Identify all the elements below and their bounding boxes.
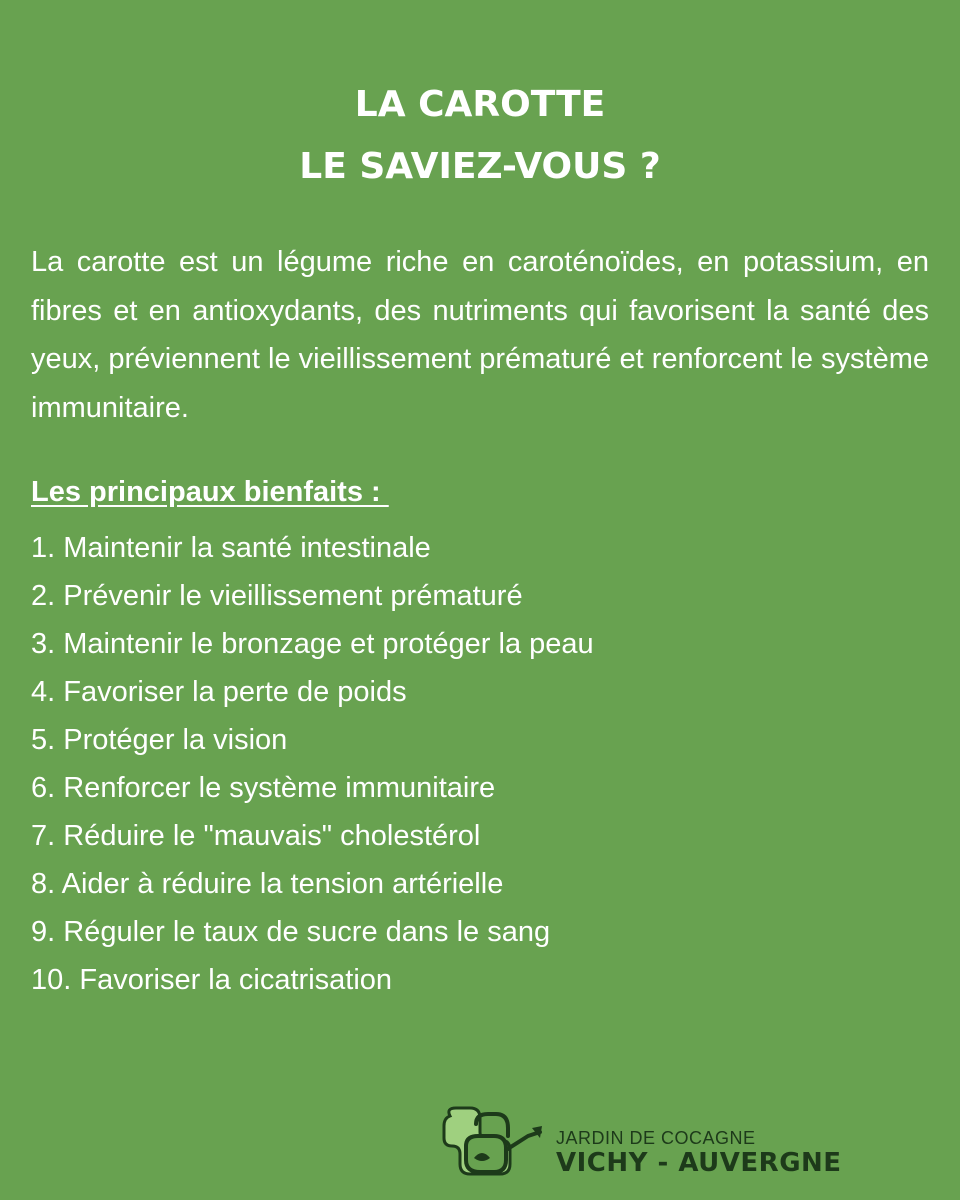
- benefit-item: 3. Maintenir le bronzage et protéger la peau: [31, 628, 594, 660]
- intro-paragraph: La carotte est un légume riche en caroténoïdes, en potassium, en fibres et en antioxydants, des nutriments qui favorisent la santé des yeux, préviennent le vieillissement prématuré et renforcent le système immunitaire.: [31, 246, 929, 424]
- logo-text-line-1: JARDIN DE COCAGNE: [556, 1128, 756, 1148]
- benefit-item: 6. Renforcer le système immunitaire: [31, 772, 496, 804]
- title-line-2: LE SAVIEZ-VOUS ?: [299, 146, 661, 187]
- logo-text-line-2: VICHY - AUVERGNE: [556, 1148, 842, 1178]
- brand-logo: [436, 1102, 876, 1182]
- benefit-item: 1. Maintenir la santé intestinale: [31, 532, 431, 564]
- benefits-heading: Les principaux bienfaits :: [31, 476, 389, 508]
- benefit-item: 7. Réduire le "mauvais" cholestérol: [31, 820, 481, 852]
- watering-can-icon: [436, 1102, 546, 1182]
- benefits-list: [31, 524, 594, 1004]
- benefit-item: 5. Protéger la vision: [31, 724, 288, 756]
- benefit-item: 10. Favoriser la cicatrisation: [31, 964, 393, 996]
- benefit-item: 4. Favoriser la perte de poids: [31, 676, 407, 708]
- title-line-1: LA CAROTTE: [354, 84, 606, 125]
- benefit-item: 8. Aider à réduire la tension artérielle: [31, 868, 504, 900]
- benefit-item: 2. Prévenir le vieillissement prématuré: [31, 580, 523, 612]
- benefit-item: 9. Réguler le taux de sucre dans le sang: [31, 916, 551, 948]
